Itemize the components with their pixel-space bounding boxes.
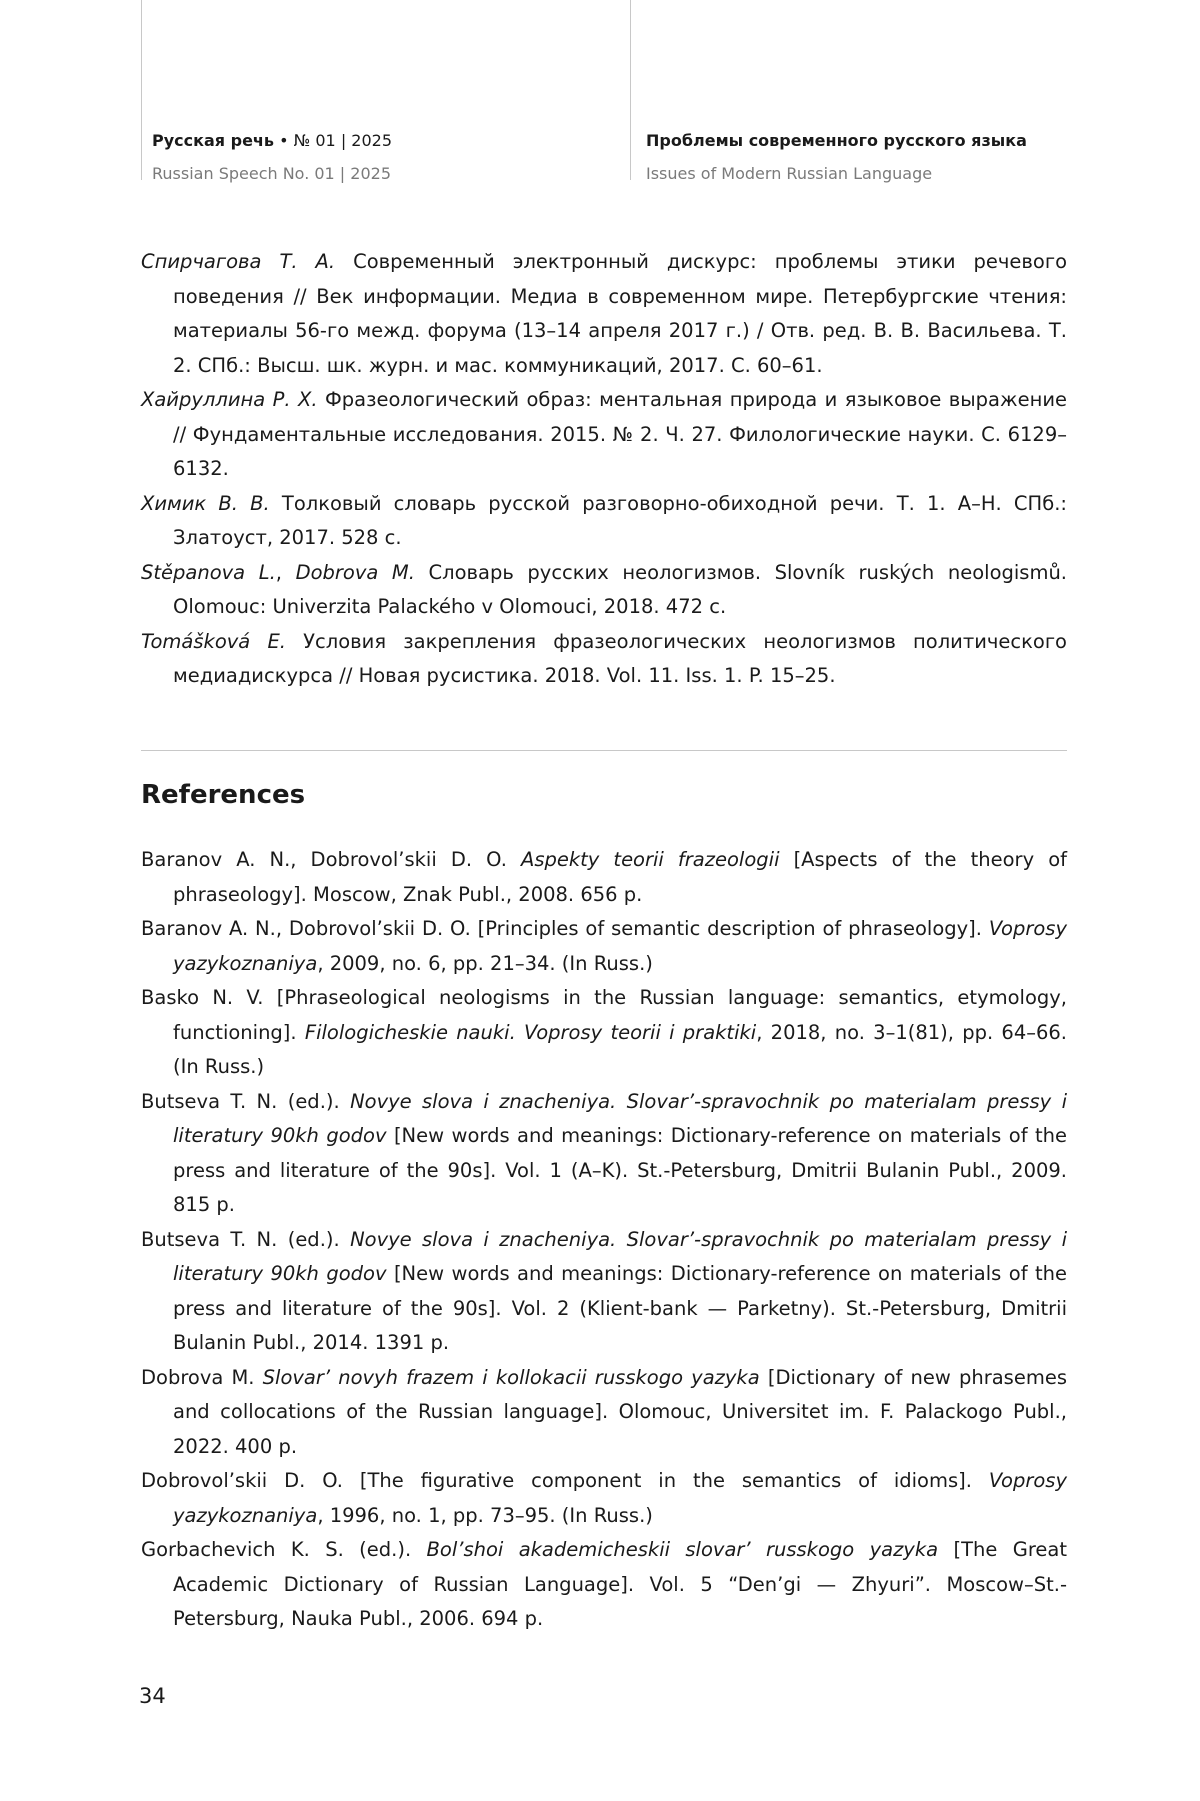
reference-source: Voprosy yazykoznaniya (173, 917, 1067, 975)
reference-lead: Butseva T. N. (ed.). (141, 1089, 351, 1113)
reference-text: Фразеологический образ: ментальная природа и языковое выражение // Фундаментальные исследования. 2015. № 2. Ч. 27. Филологические науки. С. 6129–6132. (173, 388, 1067, 480)
reference-item (141, 912, 1067, 981)
reference-text: Словарь русских неологизмов. Slovník ruských neologismů. Olomouc: Univerzita Palackého v Olomouci, 2018. 472 с. (173, 560, 1068, 618)
references-list-ru (141, 245, 1067, 694)
reference-item (141, 556, 1067, 625)
reference-item (141, 1085, 1067, 1223)
running-header-section (646, 124, 1027, 190)
reference-source: Filologicheskie nauki. Voprosy teorii i praktiki (304, 1020, 757, 1044)
reference-tail: [Dictionary of new phrasemes and collocations of the Russian language]. Olomouc, Universitet im. F. Palackogo Publ., 2022. 400 p. (173, 1365, 1067, 1458)
reference-lead: Gorbachevich K. S. (ed.). (141, 1538, 427, 1561)
reference-item (141, 1223, 1067, 1361)
journal-title-en: Russian Speech No. 01 | 2025 (152, 164, 391, 183)
reference-source: Bol’shoi akademicheskii slovar’ russkogo yazyka (426, 1538, 939, 1561)
header-right-rule (630, 0, 631, 180)
journal-issue-ru: • № 01 | 2025 (274, 131, 393, 150)
journal-title-ru: Русская речь (152, 131, 275, 150)
reference-author-separator: , (275, 560, 296, 584)
references-heading: References (141, 780, 306, 810)
reference-tail: [Aspects of the theory of phraseology]. Moscow, Znak Publ., 2008. 656 p. (173, 848, 1067, 906)
reference-lead: Basko N. V. [Phraseological neologisms in the Russian language: semantics, etymology, functioning]. (141, 986, 1067, 1044)
reference-source: Aspekty teorii frazeologii (520, 848, 780, 871)
section-title-en: Issues of Modern Russian Language (646, 164, 933, 183)
reference-item (141, 245, 1067, 383)
reference-author: Tomášková E. (141, 629, 286, 653)
reference-item (141, 625, 1067, 694)
reference-tail: , 1996, no. 1, pp. 73–95. (In Russ.) (317, 1503, 653, 1527)
reference-item (141, 981, 1067, 1085)
reference-source: Novye slova i znacheniya. Slovar’-spravochnik po materialam pressy i literatury 90kh godov (173, 1227, 1067, 1285)
reference-item (141, 487, 1067, 556)
header-left-rule (141, 0, 142, 180)
reference-lead: Baranov A. N., Dobrovol’skii D. O. [Principles of semantic description of phraseology]. (141, 917, 989, 940)
running-header-journal (152, 124, 392, 190)
page-number: 34 (139, 1684, 166, 1708)
reference-text: Современный электронный дискурс: проблемы этики речевого поведения // Век информации. Медиа в современном мире. Петербургские чтения: материалы 56-го межд. форума (13–14 апреля 2017 г.) / Отв. ред. В. В. Васильева. Т. 2. СПб.: Высш. шк. журн. и мас. коммуникаций, 2017. С. 60–61. (173, 250, 1067, 377)
reference-item (141, 383, 1067, 487)
reference-tail: [New words and meanings: Dictionary-reference on materials of the press and literature of the 90s]. Vol. 1 (A–K). St.-Petersburg, Dmitrii Bulanin Publ., 2009. 815 p. (173, 1124, 1068, 1216)
reference-item (141, 1361, 1067, 1465)
section-title-ru: Проблемы современного русского языка (646, 131, 1027, 150)
reference-tail: , 2009, no. 6, pp. 21–34. (In Russ.) (317, 951, 653, 975)
reference-item (141, 1533, 1067, 1637)
references-list-en (141, 843, 1067, 1637)
reference-lead: Baranov A. N., Dobrovol’skii D. O. (141, 848, 521, 871)
reference-tail: [New words and meanings: Dictionary-reference on materials of the press and literature of the 90s]. Vol. 2 (Klient-bank — Parketny). St.-Petersburg, Dmitrii Bulanin Publ., 2014. 1391 p. (173, 1262, 1068, 1354)
reference-source: Novye slova i znacheniya. Slovar’-spravochnik po materialam pressy i literatury 90kh godov (173, 1089, 1067, 1147)
reference-author: Химик В. В. (141, 491, 270, 515)
section-divider (141, 750, 1067, 751)
reference-source: Voprosy yazykoznaniya (173, 1469, 1067, 1527)
reference-tail: [The Great Academic Dictionary of Russian Language]. Vol. 5 “Den’gi — Zhyuri”. Moscow–St.-Petersburg, Nauka Publ., 2006. 694 p. (173, 1538, 1067, 1630)
reference-author: Stěpanova L. (141, 560, 276, 584)
reference-source: Slovar’ novyh frazem i kollokacii russkogo yazyka (262, 1365, 760, 1389)
reference-lead: Dobrovol’skii D. O. [The figurative component in the semantics of idioms]. (141, 1469, 989, 1492)
reference-author-2: Dobrova M. (295, 560, 415, 584)
reference-author: Хайруллина Р. Х. (141, 388, 318, 411)
reference-tail: , 2018, no. 3–1(81), pp. 64–66. (In Russ.) (173, 1020, 1067, 1078)
reference-item (141, 1464, 1067, 1533)
reference-lead: Butseva T. N. (ed.). (141, 1227, 351, 1251)
reference-text: Условия закрепления фразеологических неологизмов политического медиадискурса // Новая русистика. 2018. Vol. 11. Iss. 1. P. 15–25. (173, 629, 1067, 687)
reference-text: Толковый словарь русской разговорно-обиходной речи. Т. 1. А–Н. СПб.: Златоуст, 2017. 528 с. (173, 491, 1067, 549)
reference-lead: Dobrova M. (141, 1365, 263, 1389)
reference-author: Спирчагова Т. А. (141, 250, 336, 273)
reference-item (141, 843, 1067, 912)
